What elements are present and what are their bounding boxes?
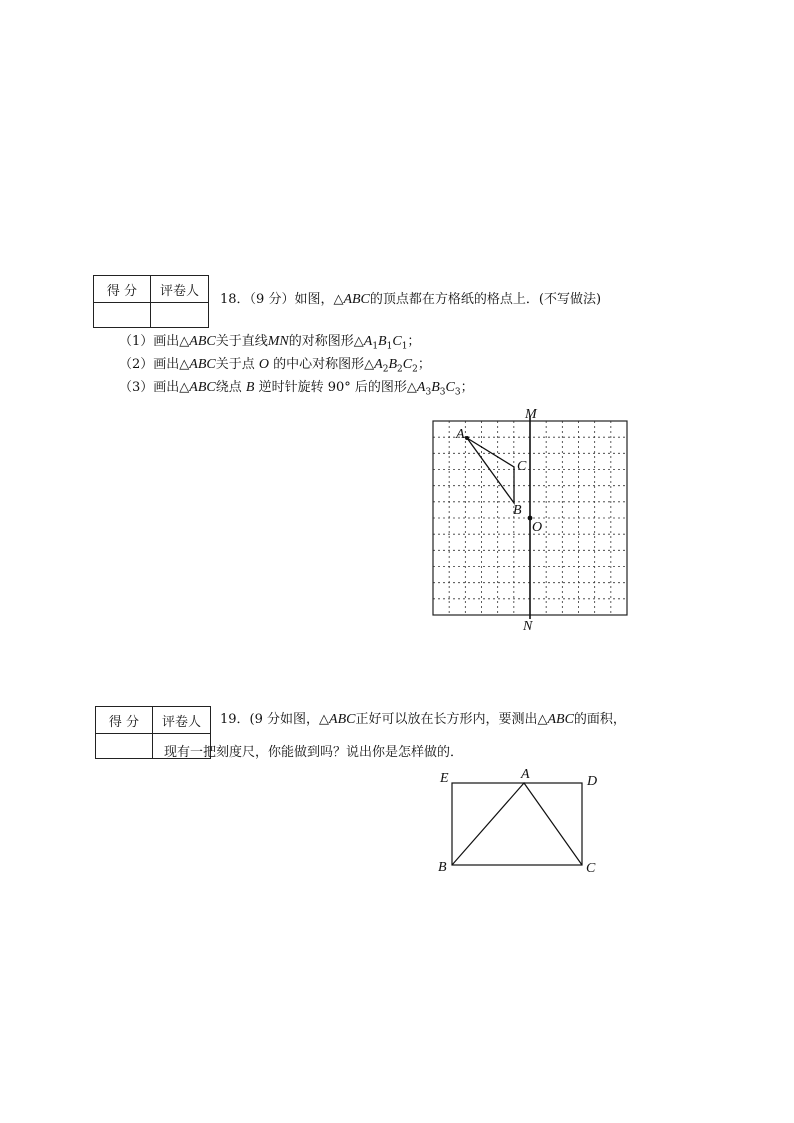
- triangle-name: ABC: [329, 712, 356, 727]
- label-a: A: [456, 427, 465, 442]
- rectangle-ebcd: [452, 783, 582, 865]
- label-c: C: [586, 861, 596, 876]
- q18-part2: （2）画出△ABC关于点 O 的中心对称图形$\triangle A_2B_2C_2$；: [119, 357, 431, 375]
- q19-intro-text-3: 的面积，: [573, 712, 626, 727]
- triangle-abc: [452, 783, 582, 865]
- vertex-c3: C: [445, 380, 455, 395]
- triangle-name: ABC: [189, 334, 216, 349]
- vertex-c2: C: [402, 357, 413, 372]
- part2-end: ；: [417, 357, 431, 372]
- vertex-a1: A: [363, 334, 373, 349]
- score-table-q18: [93, 275, 209, 328]
- triangle-name: ABC: [189, 357, 216, 372]
- label-c: C: [517, 459, 527, 474]
- q18-part3: （3）画出△ABC绕点 B 逆时针旋转 90° 后的图形$\triangle A_3B_3C_3$；: [119, 380, 474, 398]
- q18-intro: [220, 291, 601, 309]
- q18-part1: （1）画出△ABC关于直线MN的对称图形$\triangle A_1B_1C_1$；: [119, 334, 421, 352]
- vertex-b1: B: [378, 334, 387, 349]
- grader-header-label: 评卷人: [151, 276, 209, 303]
- triangle-name: ABC: [343, 292, 370, 307]
- vertex-b3: B: [431, 380, 440, 395]
- part1-text-2: 关于直线: [215, 334, 268, 349]
- score-header-label: 得 分: [96, 707, 153, 734]
- q18-intro-text-2: 的顶点都在方格纸的格点上．(不写做法): [369, 292, 602, 307]
- label-b: B: [438, 860, 447, 875]
- label-e: E: [440, 771, 449, 786]
- vertex-a-dot: [465, 436, 469, 440]
- part1-end: ；: [407, 334, 421, 349]
- part2-text-2: 关于点: [215, 357, 255, 372]
- part2-text: （2）画出△: [119, 357, 190, 372]
- label-o: O: [532, 520, 543, 535]
- q18-intro-text: 18．（9 分）如图，△: [220, 292, 344, 307]
- label-m: M: [525, 407, 537, 422]
- vertex-b2: B: [388, 357, 398, 372]
- grader-cell: [151, 303, 209, 328]
- point-b: B: [245, 380, 255, 395]
- q19-intro: [220, 711, 626, 729]
- label-d: D: [587, 774, 598, 789]
- q19-intro-text-2: 正好可以放在长方形内，要测出△: [355, 712, 548, 727]
- vertex-a2: A: [374, 357, 383, 372]
- part3-end: ；: [460, 380, 474, 395]
- line-mn: MN: [267, 334, 289, 349]
- point-o: O: [258, 357, 270, 372]
- q19-line2: 现有一把刻度尺，你能做到吗？说出你是怎样做的．: [164, 745, 464, 760]
- label-n: N: [523, 619, 533, 634]
- label-b: B: [513, 503, 522, 518]
- label-a: A: [521, 767, 530, 782]
- part1-text: （1）画出△: [119, 334, 190, 349]
- part2-text-3: 的中心对称图形△: [273, 357, 375, 372]
- part3-text: （3）画出△: [119, 380, 190, 395]
- triangle-name: ABC: [189, 380, 216, 395]
- grader-header-label: 评卷人: [153, 707, 211, 734]
- part3-text-2: 绕点: [215, 380, 242, 395]
- grid-figure-q18: [420, 400, 640, 640]
- q19-intro-text: 19．(9 分如图，△: [220, 712, 330, 727]
- triangle-name: ABC: [547, 712, 574, 727]
- score-cell: [96, 734, 153, 759]
- score-header-label: 得 分: [94, 276, 151, 303]
- score-cell: [94, 303, 151, 328]
- part3-text-3: 逆时针旋转 90° 后的图形△: [258, 380, 417, 395]
- part1-text-3: 的对称图形△: [288, 334, 364, 349]
- vertex-c1: C: [392, 334, 402, 349]
- vertex-a3: A: [416, 380, 426, 395]
- rectangle-figure-q19: [430, 765, 610, 880]
- triangle-abc: [467, 438, 514, 503]
